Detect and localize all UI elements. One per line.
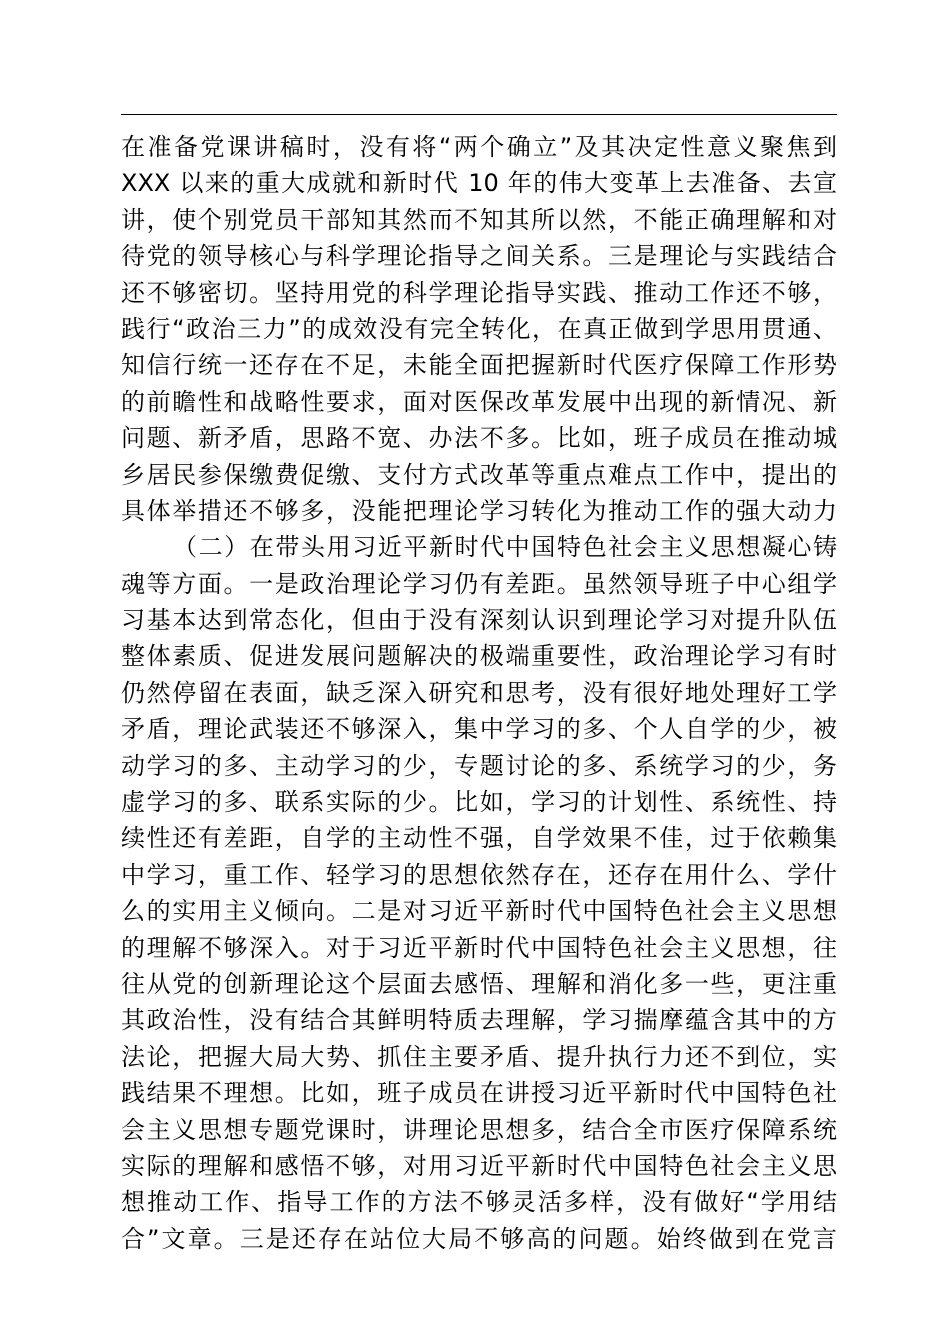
body-text [121, 129, 837, 1257]
text-line: 践行“政治三力”的成效没有完全转化，在真正做到学思用贯通、 [121, 314, 837, 343]
text-line: 中学习，重工作、轻学习的思想依然存在，还存在用什么、学什 [121, 860, 837, 889]
text-line: 虚学习的多、联系实际的少。比如，学习的计划性、系统性、持 [121, 788, 837, 817]
text-line: 法论，把握大局大势、抓住主要矛盾、提升执行力还不到位，实 [121, 1042, 837, 1071]
text-line: 么的实用主义倾向。二是对习近平新时代中国特色社会主义思想 [121, 897, 837, 926]
text-line: 问题、新矛盾，思路不宽、办法不多。比如，班子成员在推动城 [121, 424, 837, 453]
text-line: 实际的理解和感悟不够，对用习近平新时代中国特色社会主义思 [121, 1151, 837, 1180]
text-line: 其政治性，没有结合其鲜明特质去理解，学习揣摩蕴含其中的方 [121, 1006, 837, 1035]
text-line: 还不够密切。坚持用党的科学理论指导实践、推动工作还不够， [121, 278, 837, 307]
text-line: 的理解不够深入。对于习近平新时代中国特色社会主义思想，往 [121, 933, 837, 962]
text-line: 在准备党课讲稿时，没有将“两个确立”及其决定性意义聚焦到 [121, 133, 837, 161]
text-line: 续性还有差距，自学的主动性不强，自学效果不佳，过于依赖集 [121, 824, 837, 853]
text-line: 待党的领导核心与科学理论指导之间关系。三是理论与实践结合 [121, 242, 837, 271]
text-line: 魂等方面。一是政治理论学习仍有差距。虽然领导班子中心组学 [121, 569, 837, 598]
text-line: 讲，使个别党员干部知其然而不知其所以然，不能正确理解和对 [121, 205, 837, 234]
text-line: 仍然停留在表面，缺乏深入研究和思考，没有很好地处理好工学 [121, 678, 837, 707]
text-line: 具体举措还不够多，没能把理论学习转化为推动工作的强大动力 [121, 496, 837, 525]
text-line: 动学习的多、主动学习的少，专题讨论的多、系统学习的少，务 [121, 751, 837, 780]
text-line: 会主义思想专题党课时，讲理论思想多，结合全市医疗保障系统 [121, 1115, 837, 1144]
text-line: XXX 以来的重大成就和新时代 10 年的伟大变革上去准备、去宣 [121, 169, 837, 198]
text-line: 整体素质、促进发展问题解决的极端重要性，政治理论学习有时 [121, 642, 837, 671]
text-line: 往从党的创新理论这个层面去感悟、理解和消化多一些，更注重 [121, 969, 837, 998]
text-line: 习基本达到常态化，但由于没有深刻认识到理论学习对提升队伍 [121, 606, 837, 635]
text-line: 合”文章。三是还存在站位大局不够高的问题。始终做到在党言 [121, 1224, 837, 1253]
header-rule [121, 114, 837, 115]
text-line: 矛盾，理论武装还不够深入，集中学习的多、个人自学的少，被 [121, 715, 837, 744]
text-line: 践结果不理想。比如，班子成员在讲授习近平新时代中国特色社 [121, 1079, 837, 1108]
text-line: 乡居民参保缴费促缴、支付方式改革等重点难点工作中，提出的 [121, 460, 837, 489]
text-line: 知信行统一还存在不足，未能全面把握新时代医疗保障工作形势 [121, 351, 837, 380]
text-line: （二）在带头用习近平新时代中国特色社会主义思想凝心铸 [173, 533, 837, 562]
text-line: 的前瞻性和战略性要求，面对医保改革发展中出现的新情况、新 [121, 387, 837, 416]
text-line: 想推动工作、指导工作的方法不够灵活多样，没有做好“学用结 [121, 1188, 837, 1217]
